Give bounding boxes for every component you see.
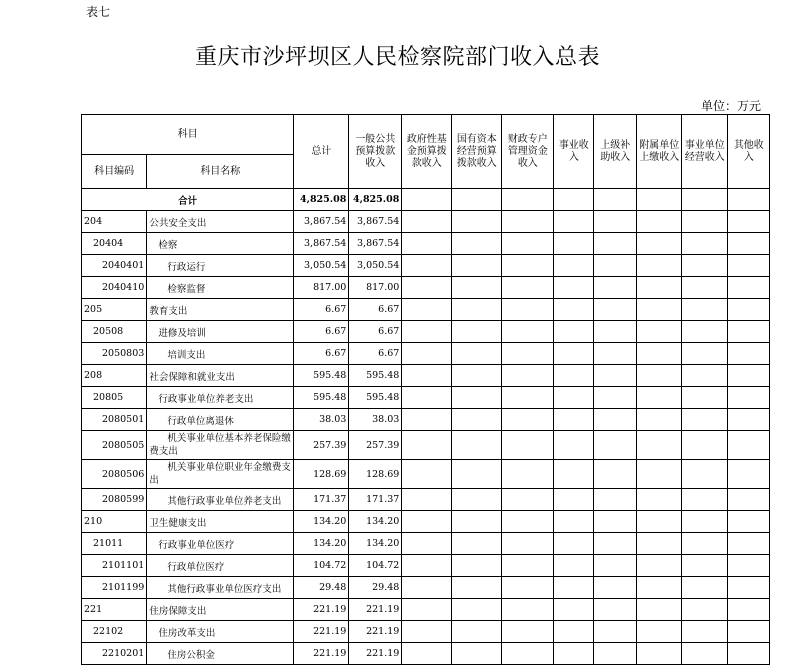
empty-cell	[502, 533, 554, 555]
empty-cell	[554, 233, 594, 255]
empty-cell	[452, 255, 502, 277]
empty-cell	[452, 299, 502, 321]
empty-cell	[728, 643, 770, 665]
empty-cell	[402, 321, 452, 343]
row-name: 卫生健康支出	[147, 511, 294, 533]
empty-cell	[502, 489, 554, 511]
income-table	[81, 114, 770, 665]
row-general-budget: 6.67	[349, 299, 402, 321]
empty-cell	[594, 211, 637, 233]
empty-cell	[682, 511, 728, 533]
empty-cell	[637, 409, 682, 431]
total-row	[82, 189, 770, 211]
table-row	[82, 211, 770, 233]
empty-cell	[594, 277, 637, 299]
empty-cell	[728, 533, 770, 555]
empty-cell	[637, 211, 682, 233]
empty-cell	[682, 189, 728, 211]
row-name: 检察	[147, 233, 294, 255]
row-total: 595.48	[294, 365, 349, 387]
row-general-budget: 134.20	[349, 533, 402, 555]
row-general-budget: 6.67	[349, 343, 402, 365]
empty-cell	[452, 555, 502, 577]
table-row	[82, 621, 770, 643]
empty-cell	[594, 321, 637, 343]
row-code: 22102	[82, 621, 147, 643]
empty-cell	[682, 409, 728, 431]
empty-cell	[502, 643, 554, 665]
row-total: 134.20	[294, 533, 349, 555]
empty-cell	[682, 277, 728, 299]
empty-cell	[637, 365, 682, 387]
empty-cell	[728, 233, 770, 255]
row-total: 29.48	[294, 577, 349, 599]
empty-cell	[402, 365, 452, 387]
row-total: 595.48	[294, 387, 349, 409]
empty-cell	[402, 431, 452, 460]
row-general-budget: 221.19	[349, 643, 402, 665]
empty-cell	[594, 343, 637, 365]
empty-cell	[728, 387, 770, 409]
empty-cell	[502, 577, 554, 599]
row-code: 2210201	[82, 643, 147, 665]
empty-cell	[402, 489, 452, 511]
empty-cell	[554, 277, 594, 299]
empty-cell	[452, 511, 502, 533]
empty-cell	[554, 643, 594, 665]
row-total: 134.20	[294, 511, 349, 533]
empty-cell	[682, 599, 728, 621]
empty-cell	[728, 460, 770, 489]
row-code: 2040410	[82, 277, 147, 299]
header-special-fund-text: 财政专户管理资金收入	[507, 133, 548, 169]
empty-cell	[402, 233, 452, 255]
empty-cell	[637, 343, 682, 365]
empty-cell	[682, 387, 728, 409]
table-row	[82, 321, 770, 343]
row-total: 221.19	[294, 643, 349, 665]
row-general-budget: 128.69	[349, 460, 402, 489]
empty-cell	[637, 233, 682, 255]
row-total: 3,050.54	[294, 255, 349, 277]
empty-cell	[402, 409, 452, 431]
total-sum: 4,825.08	[294, 189, 349, 211]
empty-cell	[594, 599, 637, 621]
empty-cell	[728, 343, 770, 365]
empty-cell	[682, 460, 728, 489]
row-name: 进修及培训	[147, 321, 294, 343]
header-subsidiary-text: 附属单位上缴收入	[639, 139, 680, 163]
empty-cell	[594, 511, 637, 533]
empty-cell	[554, 387, 594, 409]
header-general-budget	[349, 115, 402, 189]
row-total: 3,867.54	[294, 211, 349, 233]
empty-cell	[452, 233, 502, 255]
empty-cell	[502, 409, 554, 431]
row-total: 221.19	[294, 621, 349, 643]
header-subject-name: 科目名称	[147, 155, 294, 189]
empty-cell	[682, 233, 728, 255]
empty-cell	[554, 409, 594, 431]
empty-cell	[637, 643, 682, 665]
header-subject-code: 科目编码	[82, 155, 147, 189]
empty-cell	[682, 343, 728, 365]
table-row	[82, 277, 770, 299]
empty-cell	[728, 621, 770, 643]
header-operating	[682, 115, 728, 189]
empty-cell	[594, 489, 637, 511]
empty-cell	[728, 489, 770, 511]
empty-cell	[402, 211, 452, 233]
empty-cell	[594, 255, 637, 277]
row-code: 2080505	[82, 431, 147, 460]
row-name: 行政事业单位养老支出	[147, 387, 294, 409]
empty-cell	[554, 599, 594, 621]
row-code: 205	[82, 299, 147, 321]
header-operating-text: 事业单位经营收入	[684, 139, 725, 163]
empty-cell	[402, 387, 452, 409]
header-state-capital-text: 国有资本经营预算拨款收入	[456, 133, 497, 169]
header-superior-subsidy-text: 上级补助收入	[600, 139, 631, 163]
row-code: 2101199	[82, 577, 147, 599]
row-name: 机关事业单位职业年金缴费支出	[147, 460, 294, 489]
empty-cell	[554, 299, 594, 321]
row-name: 社会保障和就业支出	[147, 365, 294, 387]
unit-label: 单位：万元	[700, 99, 761, 113]
empty-cell	[682, 555, 728, 577]
empty-cell	[402, 460, 452, 489]
header-state-capital	[452, 115, 502, 189]
empty-cell	[554, 189, 594, 211]
empty-cell	[554, 577, 594, 599]
row-name: 其他行政事业单位医疗支出	[147, 577, 294, 599]
empty-cell	[728, 409, 770, 431]
row-code: 2080506	[82, 460, 147, 489]
empty-cell	[452, 599, 502, 621]
empty-cell	[554, 489, 594, 511]
row-total: 257.39	[294, 431, 349, 460]
row-name: 住房改革支出	[147, 621, 294, 643]
empty-cell	[554, 431, 594, 460]
row-code: 208	[82, 365, 147, 387]
row-code: 2040401	[82, 255, 147, 277]
header-general-budget-text: 一般公共预算拨款收入	[355, 133, 396, 169]
empty-cell	[554, 211, 594, 233]
empty-cell	[402, 511, 452, 533]
empty-cell	[682, 321, 728, 343]
empty-cell	[728, 555, 770, 577]
row-general-budget: 221.19	[349, 599, 402, 621]
row-total: 221.19	[294, 599, 349, 621]
row-general-budget: 6.67	[349, 321, 402, 343]
table-row	[82, 460, 770, 489]
empty-cell	[637, 189, 682, 211]
empty-cell	[452, 387, 502, 409]
empty-cell	[402, 599, 452, 621]
row-name: 其他行政事业单位养老支出	[147, 489, 294, 511]
empty-cell	[728, 211, 770, 233]
empty-cell	[637, 431, 682, 460]
empty-cell	[452, 621, 502, 643]
header-superior-subsidy	[594, 115, 637, 189]
table-row	[82, 255, 770, 277]
empty-cell	[402, 343, 452, 365]
empty-cell	[452, 533, 502, 555]
empty-cell	[637, 255, 682, 277]
empty-cell	[452, 577, 502, 599]
row-total: 3,867.54	[294, 233, 349, 255]
empty-cell	[728, 321, 770, 343]
empty-cell	[594, 409, 637, 431]
empty-cell	[452, 189, 502, 211]
row-general-budget: 595.48	[349, 365, 402, 387]
header-total: 总计	[294, 115, 349, 189]
table-row	[82, 365, 770, 387]
empty-cell	[502, 321, 554, 343]
empty-cell	[502, 387, 554, 409]
row-total: 817.00	[294, 277, 349, 299]
row-total: 128.69	[294, 460, 349, 489]
empty-cell	[637, 533, 682, 555]
table-row	[82, 555, 770, 577]
empty-cell	[728, 277, 770, 299]
empty-cell	[637, 621, 682, 643]
empty-cell	[594, 621, 637, 643]
empty-cell	[452, 321, 502, 343]
row-total: 6.67	[294, 343, 349, 365]
row-code: 204	[82, 211, 147, 233]
empty-cell	[682, 299, 728, 321]
table-number-tag: 表七	[86, 5, 111, 19]
row-total: 6.67	[294, 321, 349, 343]
empty-cell	[594, 233, 637, 255]
empty-cell	[452, 365, 502, 387]
empty-cell	[594, 387, 637, 409]
empty-cell	[728, 189, 770, 211]
row-general-budget: 3,050.54	[349, 255, 402, 277]
row-code: 20805	[82, 387, 147, 409]
table-row	[82, 387, 770, 409]
empty-cell	[452, 343, 502, 365]
table-row	[82, 511, 770, 533]
row-general-budget: 29.48	[349, 577, 402, 599]
row-code: 20508	[82, 321, 147, 343]
empty-cell	[682, 621, 728, 643]
row-general-budget: 104.72	[349, 555, 402, 577]
row-total: 104.72	[294, 555, 349, 577]
empty-cell	[682, 577, 728, 599]
empty-cell	[682, 489, 728, 511]
row-name: 住房公积金	[147, 643, 294, 665]
empty-cell	[637, 387, 682, 409]
empty-cell	[402, 621, 452, 643]
empty-cell	[402, 555, 452, 577]
empty-cell	[452, 460, 502, 489]
row-general-budget: 221.19	[349, 621, 402, 643]
empty-cell	[402, 255, 452, 277]
empty-cell	[452, 643, 502, 665]
row-code: 2050803	[82, 343, 147, 365]
empty-cell	[594, 555, 637, 577]
empty-cell	[502, 621, 554, 643]
empty-cell	[402, 299, 452, 321]
empty-cell	[554, 321, 594, 343]
empty-cell	[502, 189, 554, 211]
empty-cell	[502, 555, 554, 577]
table-row	[82, 343, 770, 365]
empty-cell	[682, 533, 728, 555]
empty-cell	[682, 643, 728, 665]
header-business-text: 事业收入	[558, 139, 589, 163]
empty-cell	[452, 211, 502, 233]
empty-cell	[402, 189, 452, 211]
empty-cell	[637, 599, 682, 621]
header-special-fund	[502, 115, 554, 189]
row-name: 培训支出	[147, 343, 294, 365]
table-row	[82, 299, 770, 321]
row-code: 2080599	[82, 489, 147, 511]
row-name: 公共安全支出	[147, 211, 294, 233]
empty-cell	[728, 511, 770, 533]
empty-cell	[637, 277, 682, 299]
row-code: 210	[82, 511, 147, 533]
empty-cell	[452, 431, 502, 460]
row-name: 行政运行	[147, 255, 294, 277]
document-title: 重庆市沙坪坝区人民检察院部门收入总表	[194, 45, 600, 70]
empty-cell	[728, 577, 770, 599]
row-name: 检察监督	[147, 277, 294, 299]
row-general-budget: 171.37	[349, 489, 402, 511]
empty-cell	[502, 599, 554, 621]
empty-cell	[637, 555, 682, 577]
row-name: 行政单位离退休	[147, 409, 294, 431]
empty-cell	[637, 321, 682, 343]
empty-cell	[637, 511, 682, 533]
empty-cell	[554, 255, 594, 277]
empty-cell	[728, 365, 770, 387]
empty-cell	[682, 255, 728, 277]
empty-cell	[682, 431, 728, 460]
table-row	[82, 233, 770, 255]
row-name: 行政事业单位医疗	[147, 533, 294, 555]
row-code: 20404	[82, 233, 147, 255]
empty-cell	[594, 299, 637, 321]
empty-cell	[452, 489, 502, 511]
empty-cell	[554, 555, 594, 577]
row-total: 171.37	[294, 489, 349, 511]
empty-cell	[554, 533, 594, 555]
header-other	[728, 115, 770, 189]
empty-cell	[728, 599, 770, 621]
row-general-budget: 595.48	[349, 387, 402, 409]
empty-cell	[637, 299, 682, 321]
row-general-budget: 134.20	[349, 511, 402, 533]
empty-cell	[502, 460, 554, 489]
empty-cell	[502, 299, 554, 321]
table-row	[82, 577, 770, 599]
empty-cell	[452, 409, 502, 431]
empty-cell	[728, 255, 770, 277]
row-total: 6.67	[294, 299, 349, 321]
row-total: 38.03	[294, 409, 349, 431]
header-business	[554, 115, 594, 189]
header-subject: 科目	[82, 115, 294, 155]
empty-cell	[682, 211, 728, 233]
empty-cell	[402, 277, 452, 299]
empty-cell	[502, 343, 554, 365]
empty-cell	[452, 277, 502, 299]
empty-cell	[502, 255, 554, 277]
empty-cell	[402, 533, 452, 555]
row-general-budget: 257.39	[349, 431, 402, 460]
row-name: 机关事业单位基本养老保险缴费支出	[147, 431, 294, 460]
empty-cell	[502, 233, 554, 255]
empty-cell	[554, 511, 594, 533]
row-code: 21011	[82, 533, 147, 555]
empty-cell	[502, 211, 554, 233]
empty-cell	[502, 431, 554, 460]
row-general-budget: 38.03	[349, 409, 402, 431]
empty-cell	[502, 365, 554, 387]
table-row	[82, 489, 770, 511]
empty-cell	[402, 577, 452, 599]
empty-cell	[502, 277, 554, 299]
row-name: 教育支出	[147, 299, 294, 321]
row-code: 221	[82, 599, 147, 621]
empty-cell	[594, 643, 637, 665]
row-general-budget: 817.00	[349, 277, 402, 299]
empty-cell	[554, 343, 594, 365]
empty-cell	[594, 533, 637, 555]
row-general-budget: 3,867.54	[349, 211, 402, 233]
row-name: 行政单位医疗	[147, 555, 294, 577]
empty-cell	[502, 511, 554, 533]
table-row	[82, 643, 770, 665]
header-subsidiary	[637, 115, 682, 189]
empty-cell	[594, 577, 637, 599]
empty-cell	[728, 299, 770, 321]
empty-cell	[637, 489, 682, 511]
empty-cell	[594, 365, 637, 387]
empty-cell	[402, 643, 452, 665]
total-label: 合计	[82, 189, 294, 211]
empty-cell	[594, 189, 637, 211]
empty-cell	[682, 365, 728, 387]
total-general: 4,825.08	[349, 189, 402, 211]
empty-cell	[554, 621, 594, 643]
empty-cell	[594, 460, 637, 489]
header-gov-fund-text: 政府性基金预算拨款收入	[406, 133, 447, 169]
empty-cell	[554, 460, 594, 489]
empty-cell	[594, 431, 637, 460]
table-row	[82, 533, 770, 555]
table-row	[82, 599, 770, 621]
header-gov-fund	[402, 115, 452, 189]
row-name: 住房保障支出	[147, 599, 294, 621]
empty-cell	[554, 365, 594, 387]
empty-cell	[637, 460, 682, 489]
row-general-budget: 3,867.54	[349, 233, 402, 255]
empty-cell	[728, 431, 770, 460]
header-other-text: 其他收入	[733, 139, 764, 163]
table-row	[82, 409, 770, 431]
table-row	[82, 431, 770, 460]
row-code: 2080501	[82, 409, 147, 431]
row-code: 2101101	[82, 555, 147, 577]
empty-cell	[637, 577, 682, 599]
